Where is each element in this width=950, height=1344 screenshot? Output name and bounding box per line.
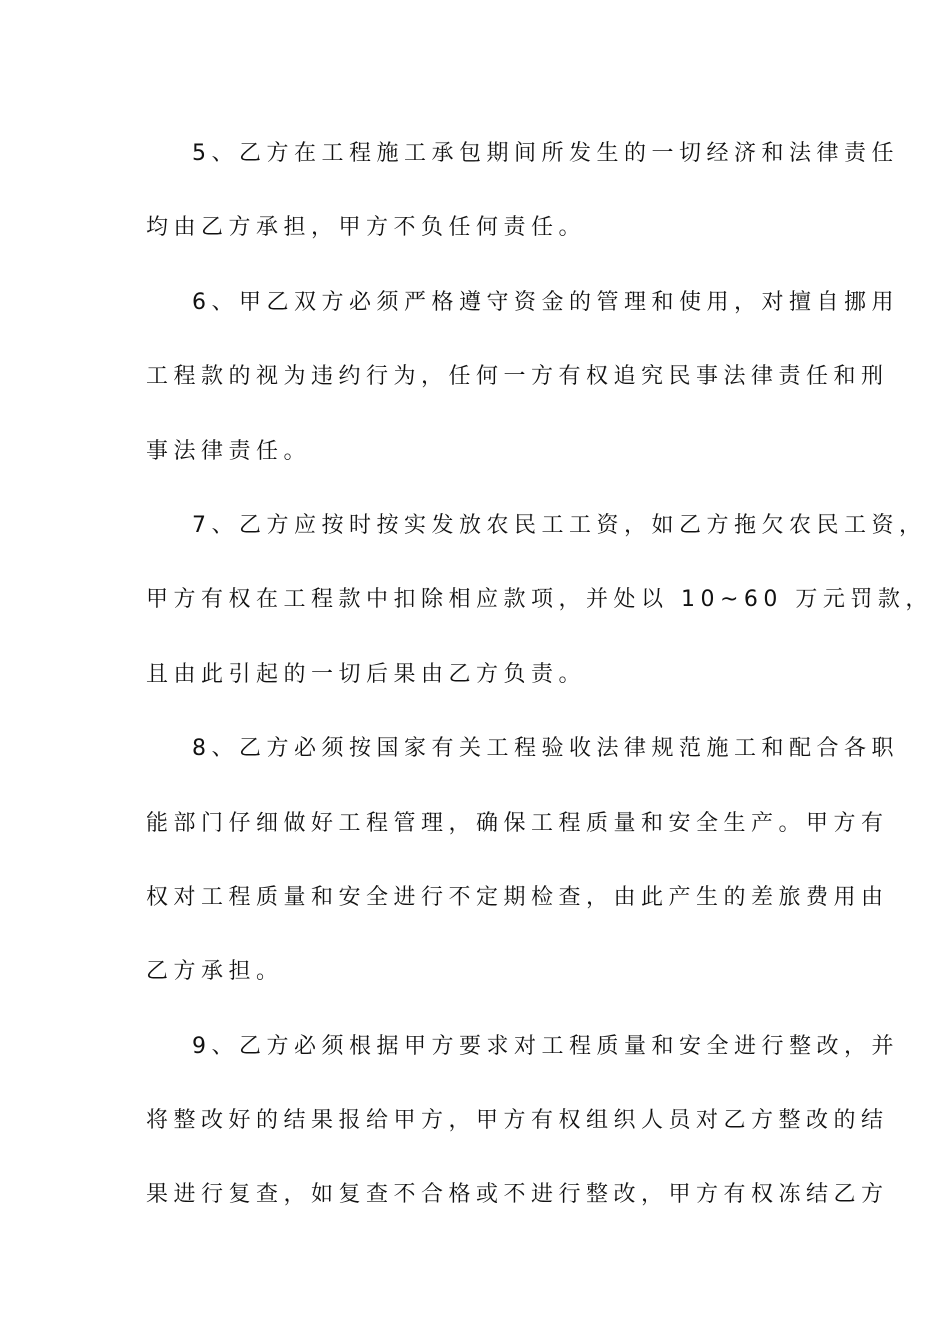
paragraph-9-line-3: 果进行复查，如复查不合格或不进行整改，甲方有权冻结乙方: [146, 1182, 889, 1208]
paragraph-8-line-3: 权对工程质量和安全进行不定期检查，由此产生的差旅费用由: [146, 884, 889, 910]
paragraph-6-line-3: 事法律责任。: [146, 438, 312, 464]
paragraph-7-line-3: 且由此引起的一切后果由乙方负责。: [146, 661, 587, 687]
paragraph-8-line-4: 乙方承担。: [146, 959, 284, 985]
paragraph-6-line-1: 6、甲乙双方必须严格遵守资金的管理和使用，对擅自挪用: [192, 289, 899, 315]
document-body: [146, 124, 933, 1240]
paragraph-9-line-2: 将整改好的结果报给甲方，甲方有权组织人员对乙方整改的结: [146, 1108, 889, 1134]
paragraph-7-line-1: 7、乙方应按时按实发放农民工工资，如乙方拖欠农民工资，: [192, 512, 927, 538]
paragraph-9-line-1: 9、乙方必须根据甲方要求对工程质量和安全进行整改，并: [192, 1033, 899, 1059]
paragraph-6-line-2: 工程款的视为违约行为，任何一方有权追究民事法律责任和刑: [146, 364, 889, 390]
paragraph-8-line-1: 8、乙方必须按国家有关工程验收法律规范施工和配合各职: [192, 736, 899, 762]
paragraph-8-line-2: 能部门仔细做好工程管理，确保工程质量和安全生产。甲方有: [146, 810, 889, 836]
paragraph-7-line-2: 甲方有权在工程款中扣除相应款项，并处以 10~60 万元罚款，: [146, 587, 933, 613]
paragraph-5-line-2: 均由乙方承担，甲方不负任何责任。: [146, 215, 587, 241]
paragraph-5-line-1: 5、乙方在工程施工承包期间所发生的一切经济和法律责任: [192, 141, 899, 166]
